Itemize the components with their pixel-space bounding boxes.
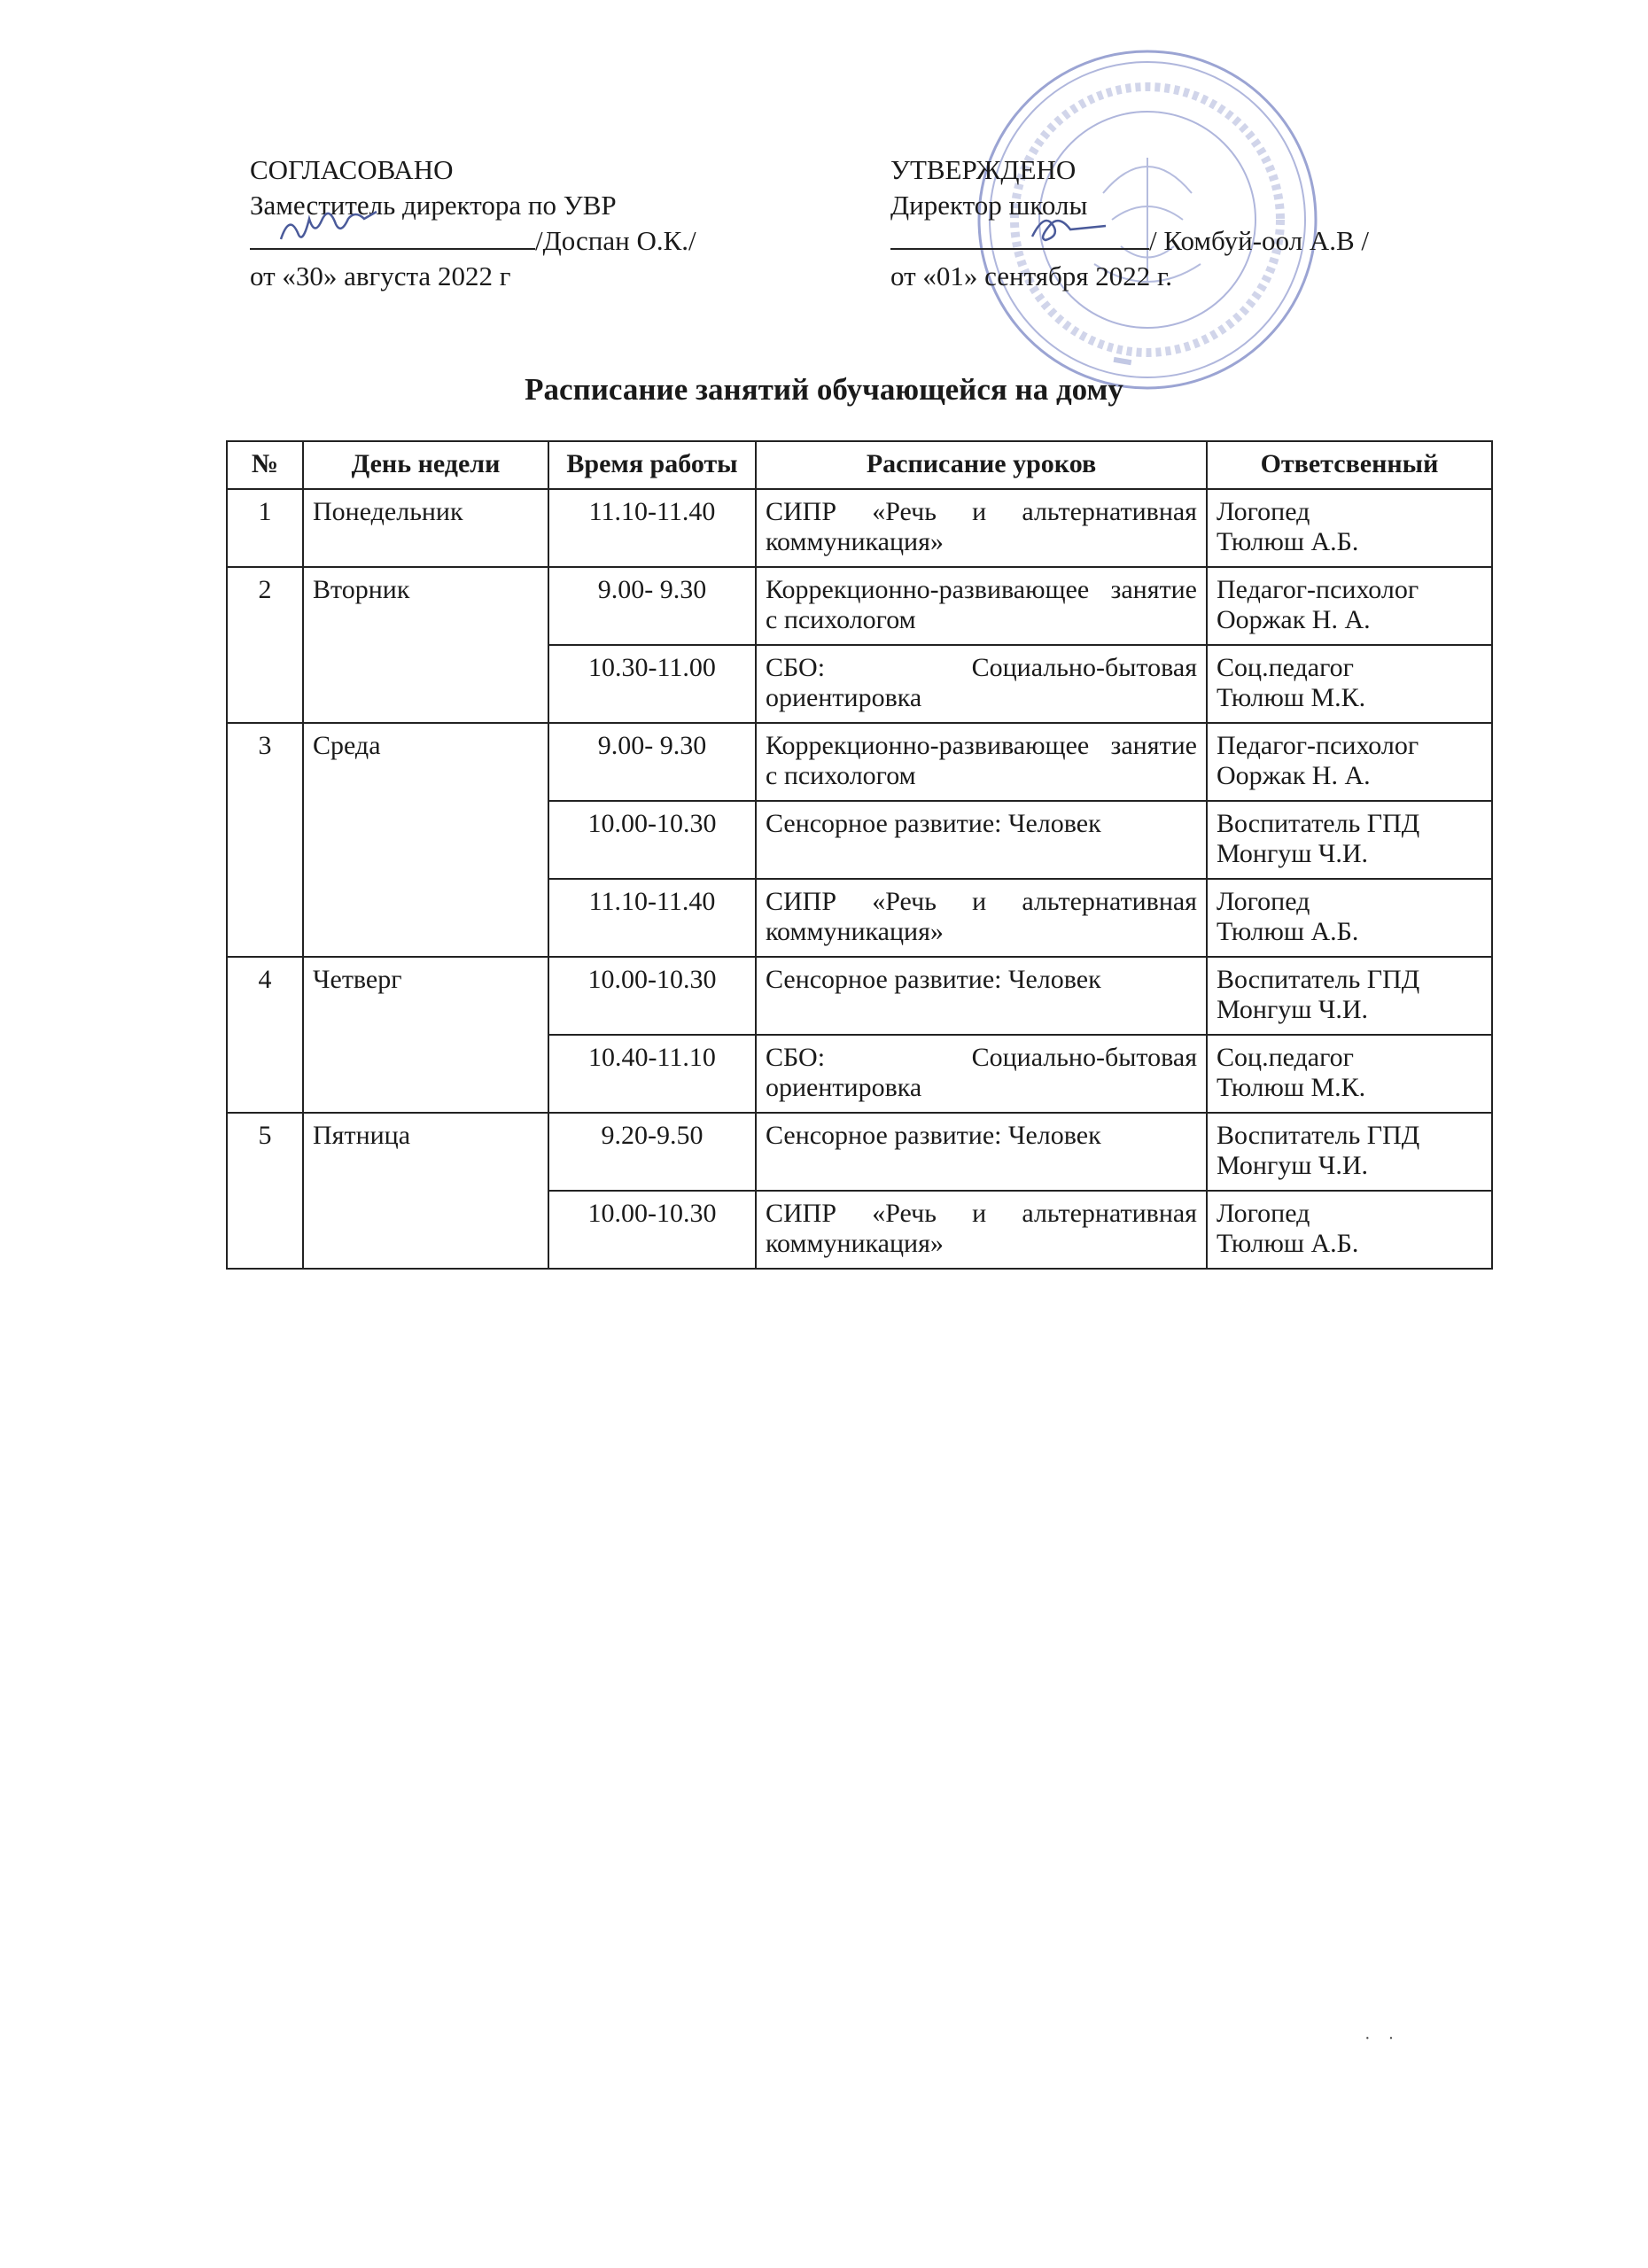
cell-num: 2	[227, 567, 303, 723]
table-header-row	[227, 441, 1492, 489]
cell-responsible	[1207, 957, 1492, 1035]
approval-block-agreed	[250, 152, 696, 294]
responsible-person: Тюлюш М.К.	[1217, 683, 1366, 712]
responsible-role: Воспитатель ГПД	[1217, 965, 1420, 994]
cell-time: 10.40-11.10	[548, 1035, 756, 1113]
cell-responsible	[1207, 645, 1492, 723]
header-responsible: Ответсвенный	[1207, 441, 1492, 489]
handwritten-signature-icon	[276, 206, 383, 250]
cell-time: 9.00- 9.30	[548, 567, 756, 645]
scan-speck: · ·	[1364, 2029, 1395, 2048]
table-row	[227, 489, 1492, 567]
responsible-role: Воспитатель ГПД	[1217, 809, 1420, 838]
responsible-person: Тюлюш А.Б.	[1217, 527, 1359, 556]
cell-day: Среда	[303, 723, 548, 957]
schedule-table	[226, 440, 1493, 1270]
cell-time: 9.00- 9.30	[548, 723, 756, 801]
cell-responsible	[1207, 567, 1492, 645]
responsible-role: Логопед	[1217, 497, 1310, 526]
responsible-person: Тюлюш А.Б.	[1217, 917, 1359, 946]
cell-responsible	[1207, 879, 1492, 957]
cell-day: Вторник	[303, 567, 548, 723]
cell-responsible	[1207, 1035, 1492, 1113]
approval-approved-position: Директор школы	[890, 190, 1088, 221]
page-title: Расписание занятий обучающейся на дому	[525, 372, 1123, 407]
cell-time: 10.00-10.30	[548, 801, 756, 879]
cell-day: Пятница	[303, 1113, 548, 1269]
cell-num: 5	[227, 1113, 303, 1269]
cell-lesson: Коррекционно-развивающее занятие с психологом	[756, 567, 1207, 645]
handwritten-signature-icon	[1023, 206, 1130, 250]
cell-lesson: СИПР «Речь и альтернативная коммуникация»	[756, 1191, 1207, 1269]
table-row	[227, 957, 1492, 1035]
cell-day: Четверг	[303, 957, 548, 1113]
cell-responsible	[1207, 801, 1492, 879]
header-num: №	[227, 441, 303, 489]
schedule-table-body	[227, 489, 1492, 1269]
cell-num: 4	[227, 957, 303, 1113]
responsible-role: Логопед	[1217, 1199, 1310, 1228]
cell-time: 11.10-11.40	[548, 489, 756, 567]
cell-lesson: СБО: Социально-бытовая ориентировка	[756, 645, 1207, 723]
responsible-person: Монгуш Ч.И.	[1217, 1151, 1369, 1180]
cell-responsible	[1207, 1113, 1492, 1191]
approval-agreed-position: Заместитель директора по УВР	[250, 190, 617, 221]
cell-lesson: Сенсорное развитие: Человек	[756, 957, 1207, 1035]
signature-blank	[890, 225, 1149, 250]
responsible-person: Ооржак Н. А.	[1217, 605, 1371, 634]
cell-time: 10.00-10.30	[548, 957, 756, 1035]
cell-num: 1	[227, 489, 303, 567]
header-time: Время работы	[548, 441, 756, 489]
approval-block-approved	[890, 152, 1369, 294]
responsible-role: Воспитатель ГПД	[1217, 1121, 1420, 1150]
cell-responsible	[1207, 723, 1492, 801]
header-lesson: Расписание уроков	[756, 441, 1207, 489]
table-row	[227, 723, 1492, 801]
cell-lesson: Сенсорное развитие: Человек	[756, 801, 1207, 879]
table-row	[227, 567, 1492, 645]
cell-time: 11.10-11.40	[548, 879, 756, 957]
responsible-person: Тюлюш М.К.	[1217, 1073, 1366, 1102]
approval-approved-name: / Комбуй-оол А.В /	[1149, 225, 1370, 256]
cell-num: 3	[227, 723, 303, 957]
cell-lesson: СИПР «Речь и альтернативная коммуникация»	[756, 489, 1207, 567]
responsible-role: Педагог-психолог	[1217, 575, 1419, 604]
approval-agreed-name: /Доспан О.К./	[535, 225, 696, 256]
approval-approved-date: от «01» сентября 2022 г.	[890, 260, 1173, 291]
approval-agreed-heading: СОГЛАСОВАНО	[250, 154, 454, 185]
signature-blank	[250, 225, 535, 250]
cell-day: Понедельник	[303, 489, 548, 567]
approval-agreed-signature-line	[250, 223, 696, 259]
approval-agreed-date: от «30» августа 2022 г	[250, 260, 511, 291]
cell-time: 10.30-11.00	[548, 645, 756, 723]
responsible-role: Логопед	[1217, 887, 1310, 916]
table-row	[227, 1113, 1492, 1191]
cell-responsible	[1207, 1191, 1492, 1269]
cell-lesson: Коррекционно-развивающее занятие с психологом	[756, 723, 1207, 801]
responsible-role: Соц.педагог	[1217, 653, 1354, 682]
cell-time: 9.20-9.50	[548, 1113, 756, 1191]
responsible-person: Монгуш Ч.И.	[1217, 995, 1369, 1024]
cell-time: 10.00-10.30	[548, 1191, 756, 1269]
responsible-person: Ооржак Н. А.	[1217, 761, 1371, 790]
header-day: День недели	[303, 441, 548, 489]
cell-lesson: СБО: Социально-бытовая ориентировка	[756, 1035, 1207, 1113]
responsible-person: Тюлюш А.Б.	[1217, 1229, 1359, 1258]
cell-lesson: Сенсорное развитие: Человек	[756, 1113, 1207, 1191]
cell-responsible	[1207, 489, 1492, 567]
responsible-role: Педагог-психолог	[1217, 731, 1419, 760]
responsible-role: Соц.педагог	[1217, 1043, 1354, 1072]
responsible-person: Монгуш Ч.И.	[1217, 839, 1369, 868]
approval-approved-signature-line	[890, 223, 1369, 259]
approval-approved-heading: УТВЕРЖДЕНО	[890, 154, 1077, 185]
cell-lesson: СИПР «Речь и альтернативная коммуникация»	[756, 879, 1207, 957]
